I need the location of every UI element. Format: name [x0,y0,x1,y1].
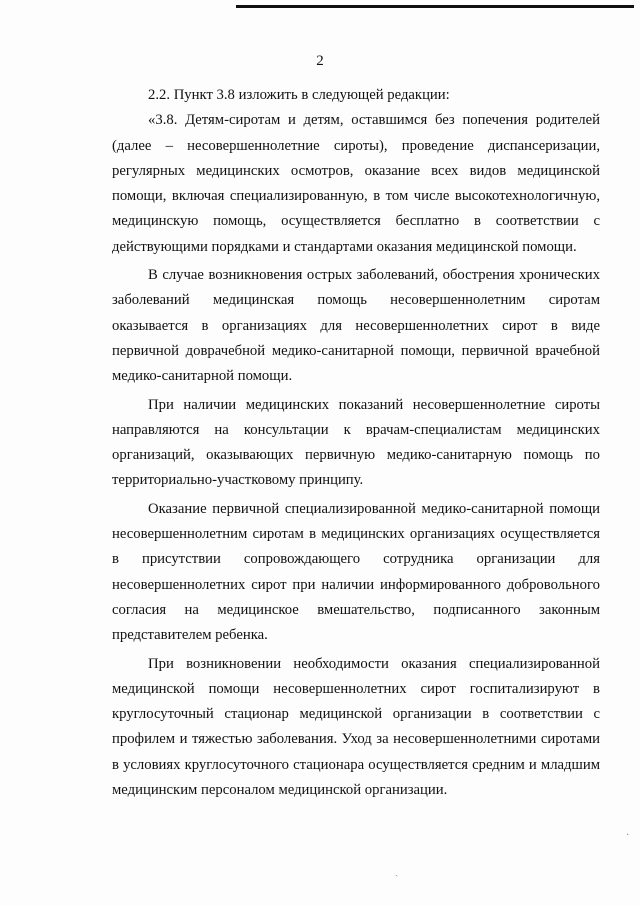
top-border-line [236,5,634,8]
paragraph-specialized-primary-care: Оказание первичной специализированной медико-санитарной помощи несовершеннолетним сиротам в медицинских организациях осуществляется в присутствии сопровождающего сотрудника организации для несовершеннолетних сирот при наличии информированного добровольного согласия на медицинское вмешательство, подписанного законным представителем ребенка. [112,500,600,644]
scan-speck: ˏ [395,866,399,877]
paragraph-acute-diseases: В случае возникновения острых заболеваний, обострения хронических заболеваний медицинская помощь несовершеннолетним сиротам оказывается в организациях для несовершеннолетних сирот в виде первичной доврачебной медико-санитарной помощи, первичной врачебной медико-санитарной помощи. [112,267,600,385]
paragraph-consultations: При наличии медицинских показаний несовершеннолетние сироты направляются на консультации к врачам-специалистам медицинских организаций, оказывающих первичную медико-санитарную помощь по территориально-участковому принципу. [112,396,600,489]
document-body [112,83,600,803]
scan-speck: · [626,830,630,841]
paragraph-amendment-intro: 2.2. Пункт 3.8 изложить в следующей редакции: [148,87,450,103]
page-number: 2 [316,53,324,69]
paragraph-hospitalization: При возникновении необходимости оказания специализированной медицинской помощи несовершеннолетних сирот госпитализируют в круглосуточный стационар медицинской организации в соответствии с профилем и тяжестью заболевания. Уход за несовершеннолетними сиротами в условиях круглосуточного стационара осуществляется средним и младшим медицинским персоналом медицинской организации. [112,655,600,799]
paragraph-clause-3-8: «3.8. Детям-сиротам и детям, оставшимся без попечения родителей (далее – несовершеннолетние сироты), проведение диспансеризации, регулярных медицинских осмотров, оказание всех видов медицинской помощи, включая специализированную, в том числе высокотехнологичную, медицинскую помощь, осуществляется бесплатно в соответствии с действующими порядками и стандартами оказания медицинской помощи. [112,112,600,255]
